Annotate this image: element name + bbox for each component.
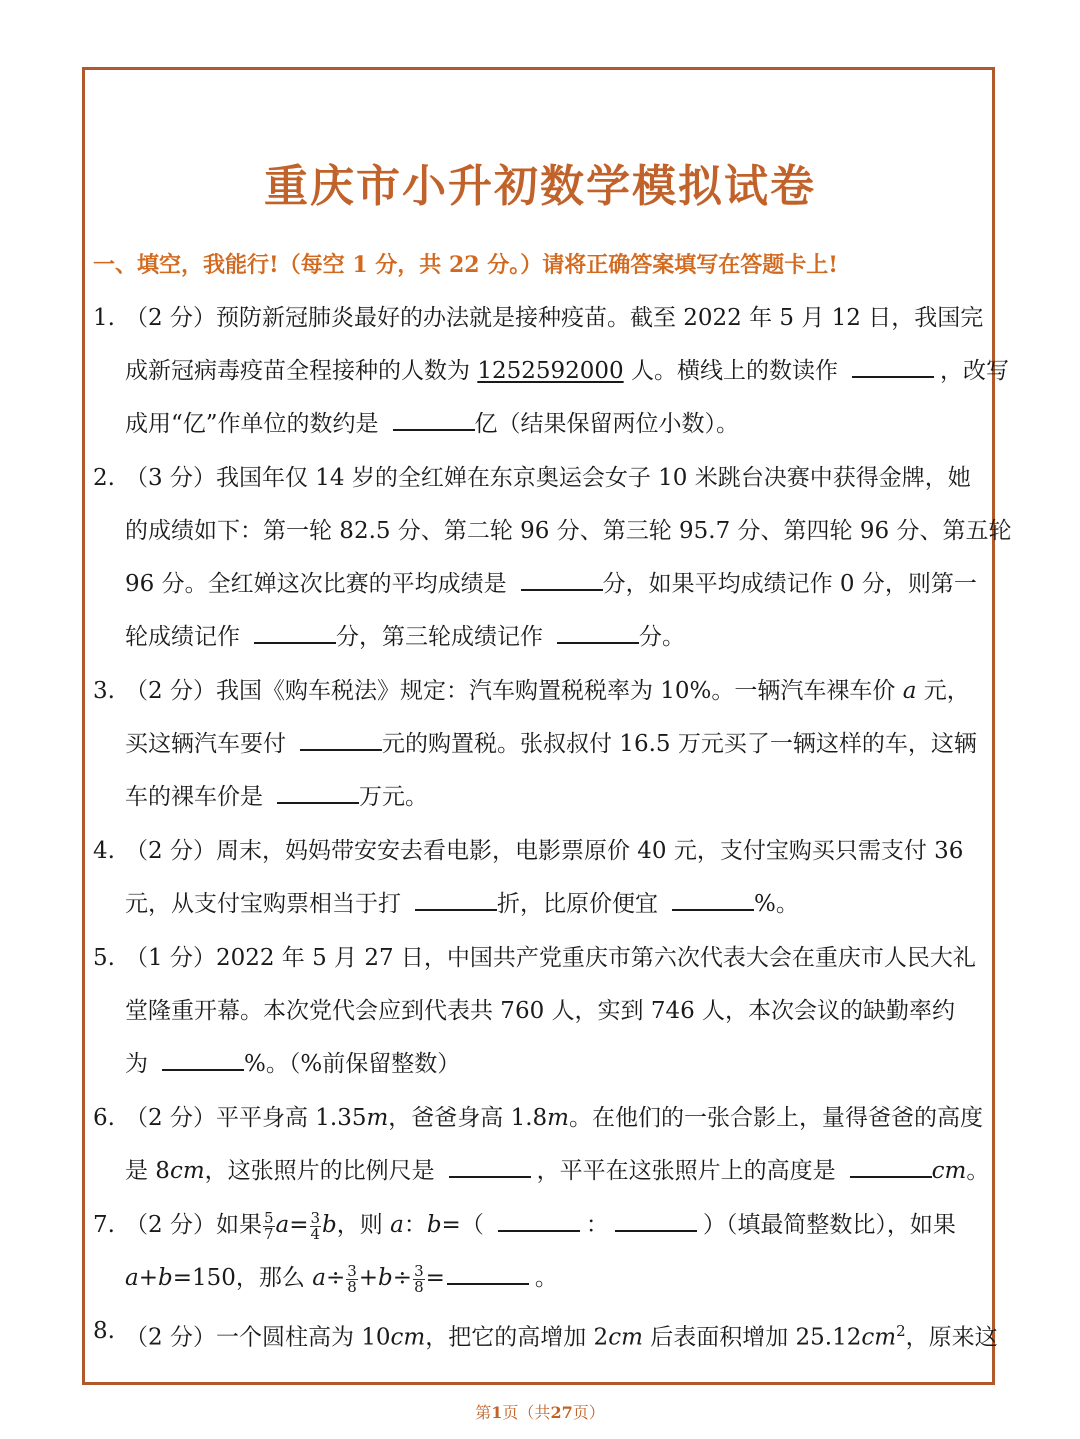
answer-blank[interactable] <box>449 1156 531 1178</box>
question-5-line-1: （1 分）2022 年 5 月 27 日，中国共产党重庆市第六次代表大会在重庆市人民大礼 <box>125 945 976 971</box>
question-2-line-3: 96 分。全红婵这次比赛的平均成绩是 分，如果平均成绩记作 0 分，则第一 <box>125 571 977 597</box>
question-number: 7. <box>93 1212 115 1238</box>
answer-blank[interactable] <box>672 889 754 911</box>
answer-blank[interactable] <box>498 1210 580 1232</box>
question-number: 8. <box>93 1318 115 1344</box>
answer-blank[interactable] <box>393 409 475 431</box>
question-3-line-3: 车的裸车价是 万元。 <box>125 784 428 810</box>
underlined-number: 1252592000 <box>477 358 624 384</box>
question-2-line-2: 的成绩如下：第一轮 82.5 分、第二轮 96 分、第三轮 95.7 分、第四轮 96 分、第五轮 <box>125 518 1012 544</box>
question-5-line-3: 为 %。（%前保留整数） <box>125 1051 461 1077</box>
question-number: 5. <box>93 945 115 971</box>
question-3-line-1: （2 分）我国《购车税法》规定：汽车购置税税率为 10%。一辆汽车裸车价 a 元， <box>125 678 970 704</box>
answer-blank[interactable] <box>850 1156 932 1178</box>
question-4-line-1: （2 分）周末，妈妈带安安去看电影，电影票原价 40 元，支付宝购买只需支付 36 <box>125 838 964 864</box>
answer-blank[interactable] <box>300 729 382 751</box>
question-1-line-1: （2 分）预防新冠肺炎最好的办法就是接种疫苗。截至 2022 年 5 月 12 日，我国完 <box>125 305 984 331</box>
fraction: $\frac{5}{7}$ <box>263 1208 274 1243</box>
question-7-line-2: a+b=150，那么 a÷ $\frac{3}{8}$ +b÷ $\frac{3}{8}$ = 。 <box>125 1261 558 1296</box>
page-title: 重庆市小升初数学模拟试卷 <box>264 161 816 212</box>
question-6-line-2: 是 8cm，这张照片的比例尺是 ，平平在这张照片上的高度是 cm。 <box>125 1158 990 1184</box>
fraction: $\frac{3}{8}$ <box>414 1261 424 1296</box>
answer-blank[interactable] <box>277 782 359 804</box>
question-4-line-2: 元，从支付宝购票相当于打 折，比原价便宜 %。 <box>125 891 799 917</box>
answer-blank[interactable] <box>447 1263 529 1285</box>
answer-blank[interactable] <box>852 356 934 378</box>
question-number: 6. <box>93 1105 115 1131</box>
question-number: 1. <box>93 305 115 331</box>
answer-blank[interactable] <box>162 1049 244 1071</box>
answer-blank[interactable] <box>254 622 336 644</box>
answer-blank[interactable] <box>557 622 639 644</box>
section-heading: 一、填空，我能行!（每空 1 分，共 22 分。）请将正确答案填写在答题卡上! <box>93 252 838 278</box>
page-footer: 第1页（共27页） <box>475 1403 605 1422</box>
fraction: $\frac{3}{4}$ <box>310 1208 321 1243</box>
answer-blank[interactable] <box>521 569 603 591</box>
question-number: 4. <box>93 838 115 864</box>
question-2-line-1: （3 分）我国年仅 14 岁的全红婵在东京奥运会女子 10 米跳台决赛中获得金牌，她 <box>125 465 971 491</box>
question-6-line-1: （2 分）平平身高 1.35m，爸爸身高 1.8m。在他们的一张合影上，量得爸爸的高度 <box>125 1105 983 1131</box>
question-number: 3. <box>93 678 115 704</box>
answer-blank[interactable] <box>415 889 497 911</box>
question-2-line-4: 轮成绩记作 分，第三轮成绩记作 分。 <box>125 624 685 650</box>
question-1-line-2: 成新冠病毒疫苗全程接种的人数为 1252592000 人。横线上的数读作 ，改写 <box>125 358 1009 384</box>
question-5-line-2: 堂隆重开幕。本次党代会应到代表共 760 人，实到 746 人，本次会议的缺勤率约 <box>125 998 956 1024</box>
question-3-line-2: 买这辆汽车要付 元的购置税。张叔叔付 16.5 万元买了一辆这样的车，这辆 <box>125 731 977 757</box>
question-7-line-1: （2 分）如果 $\frac{5}{7}$ a= $\frac{3}{4}$ b，则 a：b=（ ： ）（填最简整数比），如果 <box>125 1208 956 1243</box>
question-1-line-3: 成用“亿”作单位的数约是 亿（结果保留两位小数）。 <box>125 411 740 437</box>
fraction: $\frac{3}{8}$ <box>347 1261 357 1296</box>
question-8-line-1: （2 分）一个圆柱高为 10cm，把它的高增加 2cm 后表面积增加 $25.12cm^2$，原来这 <box>125 1322 998 1351</box>
answer-blank[interactable] <box>615 1210 697 1232</box>
question-number: 2. <box>93 465 115 491</box>
